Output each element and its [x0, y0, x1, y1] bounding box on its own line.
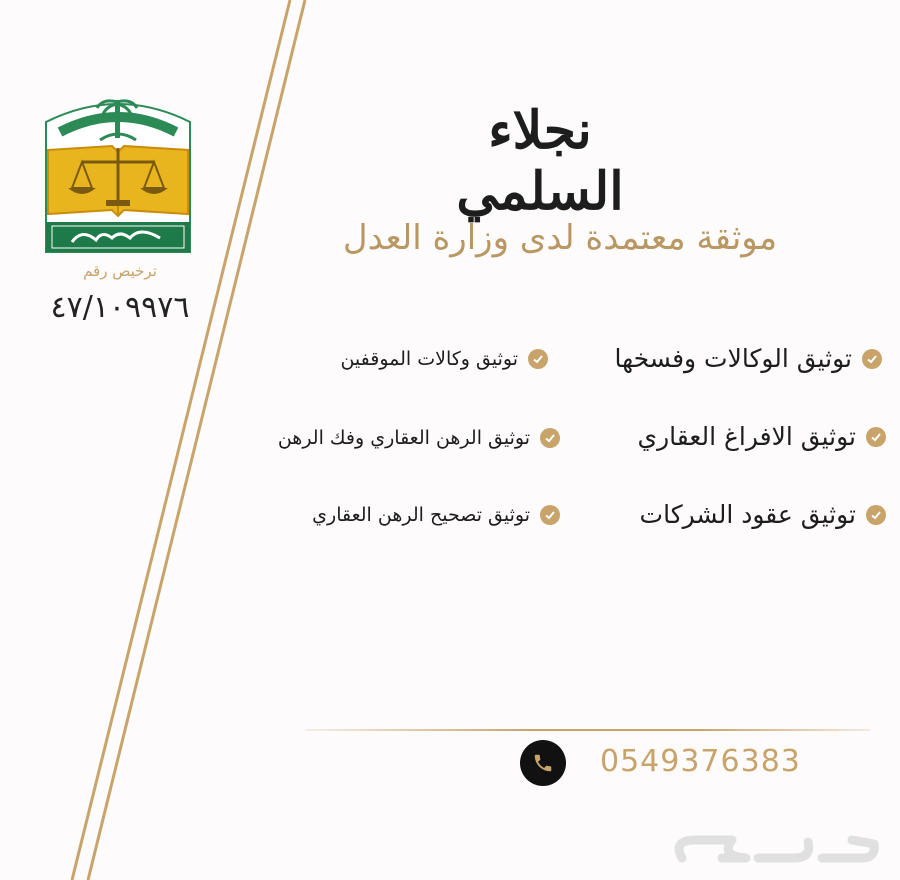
check-icon [528, 349, 548, 369]
license-label: ترخيص رقم [83, 262, 157, 280]
service-label: توثيق تصحيح الرهن العقاري [312, 504, 530, 526]
service-item [638, 422, 886, 451]
service-label: توثيق عقود الشركات [639, 500, 856, 529]
service-label: توثيق الافراغ العقاري [637, 422, 856, 451]
service-label: توثيق وكالات الموقفين [340, 348, 518, 370]
divider [305, 729, 870, 731]
service-item [340, 348, 548, 370]
service-label: توثيق الوكالات وفسخها [614, 344, 852, 373]
check-icon [862, 349, 882, 369]
notary-name: نجلاء السلمي [456, 100, 624, 222]
check-icon [866, 427, 886, 447]
notary-subtitle: موثقة معتمدة لدى وزارة العدل [342, 218, 778, 258]
service-item [312, 504, 560, 526]
check-icon [540, 428, 560, 448]
check-icon [866, 505, 886, 525]
service-item [640, 500, 886, 529]
license-number: ٤٧/١٠٩٩٧٦ [50, 290, 190, 325]
phone-icon[interactable] [520, 740, 566, 786]
service-label: توثيق الرهن العقاري وفك الرهن [277, 427, 530, 449]
service-item [614, 344, 882, 373]
haraj-watermark-logo [662, 818, 892, 874]
service-item [278, 427, 560, 449]
phone-number[interactable]: 0549376383 [600, 744, 801, 779]
ministry-of-justice-logo [42, 92, 194, 256]
check-icon [540, 505, 560, 525]
